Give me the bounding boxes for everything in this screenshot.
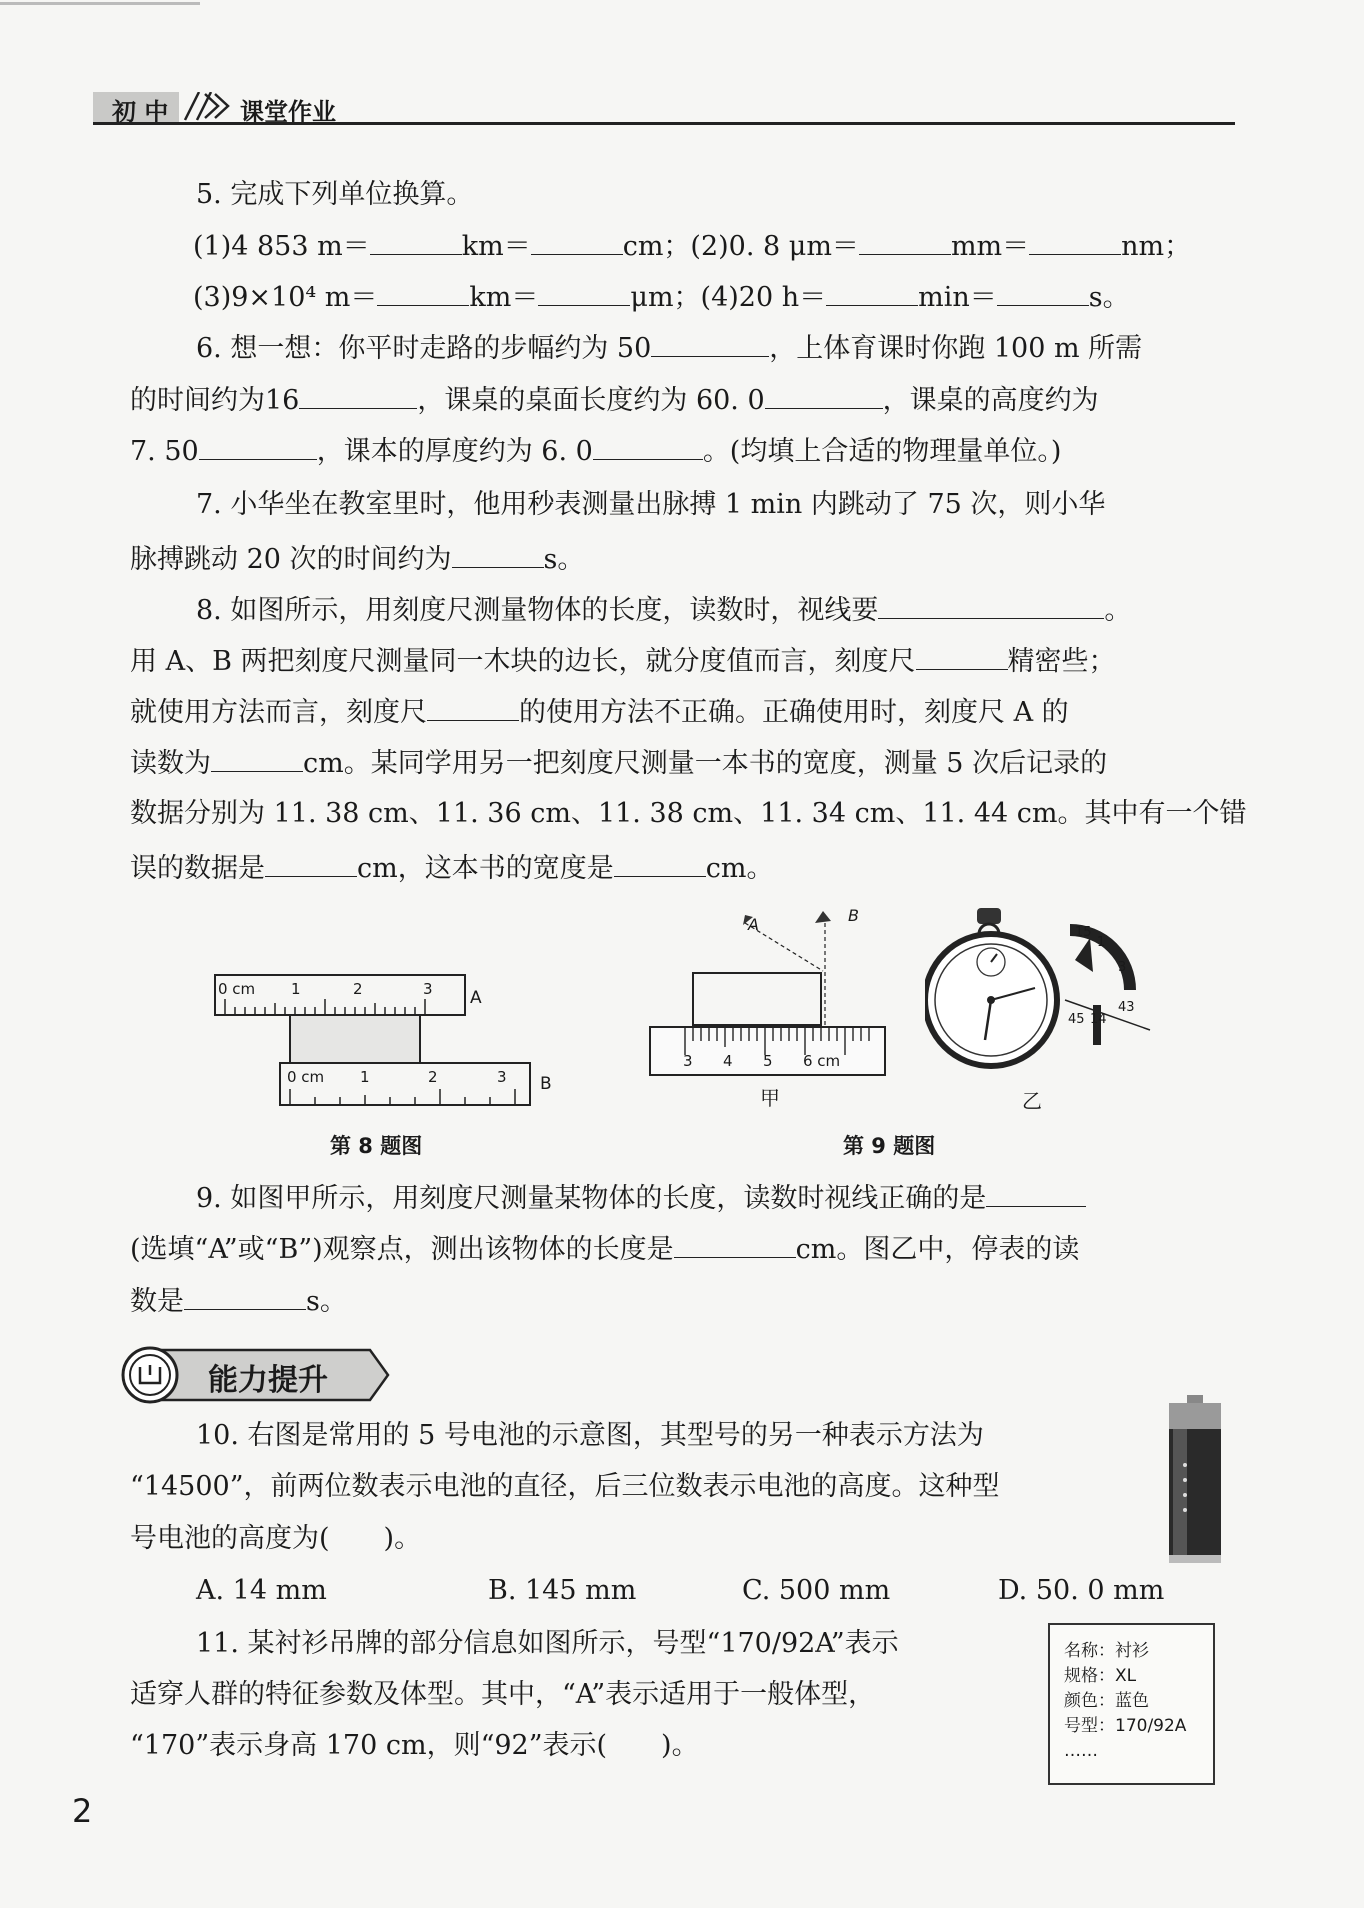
fig8-a-tick1: 1 [291,980,301,998]
q11-line3: “170”表示身高 170 cm，则“92”表示( )。 [130,1730,699,1761]
fig8-a-tick3: 3 [423,980,433,998]
battery-image [1165,1395,1225,1565]
fig8-b-tick1: 1 [360,1068,370,1086]
fig8-rulers [205,965,565,1115]
q6-line3: 7. 50 ，课本的厚度约为 6. 0 。(均填上合适的物理量单位。) [130,431,1061,470]
q5-stem: 5. 完成下列单位换算。 [196,179,474,210]
q5-line2: (3)9×10⁴ m＝ km＝ μm；(4)20 h＝ min＝ s。 [193,277,1130,316]
fig8-caption: 第 8 题图 [330,1134,423,1158]
fig9-sw-14: 14 [1090,1012,1107,1027]
fig8-b-unit: 0 cm [287,1068,325,1086]
fig9-tick-4: 4 [723,1052,733,1070]
fig9-eye-a: A [748,915,759,934]
q8-line2: 用 A、B 两把刻度尺测量同一木块的边长，就分度值而言，刻度尺 精密些； [130,641,1116,680]
fig8-a-tick2: 2 [353,980,363,998]
q9-line2: (选填“A”或“B”)观察点，测出该物体的长度是 cm。图乙中，停表的读 [130,1229,1079,1268]
q10-line2: “14500”，前两位数表示电池的直径，后三位数表示电池的高度。这种型 [130,1471,1000,1502]
fig9-sw-1: 1 [1097,935,1106,950]
q10-option-c: C. 500 mm [742,1575,891,1606]
q8-line3: 就使用方法而言，刻度尺 的使用方法不正确。正确使用时，刻度尺 A 的 [130,692,1069,731]
header-level: 初 中 [112,98,169,126]
fig9-stopwatch [925,900,1155,1080]
tag-color: 颜色：蓝色 [1064,1691,1149,1711]
q6-line1: 6. 想一想：你平时走路的步幅约为 50 ，上体育课时你跑 100 m 所需 [196,328,1142,367]
q6-line2: 的时间约为16 ，课桌的桌面长度约为 60. 0 ，课桌的高度约为 [130,380,1099,419]
fig9-caption: 第 9 题图 [843,1134,936,1158]
q7-line2: 脉搏跳动 20 次的时间约为 s。 [130,539,584,578]
fig9-jia-label: 甲 [760,1086,780,1110]
q8-line5: 数据分别为 11. 38 cm、11. 36 cm、11. 38 cm、11. 34 cm、11. 44 cm。其中有一个错 [130,798,1247,829]
fig9-tick-3: 3 [683,1052,693,1070]
fig9-sw-3: 3 [1118,960,1127,975]
fig8-label-b: B [540,1074,552,1094]
q9-line3: 数是 s。 [130,1281,347,1320]
q10-line3: 号电池的高度为( )。 [130,1523,422,1554]
fig9-sw-15: 15 [1075,925,1092,940]
fig8-label-a: A [470,988,482,1008]
fig8-b-tick3: 3 [497,1068,507,1086]
tag-spec: 规格：XL [1064,1666,1137,1686]
header-title: 课堂作业 [240,98,336,126]
q10-option-d: D. 50. 0 mm [998,1575,1165,1606]
tag-more: …… [1064,1741,1098,1761]
header-rule [93,122,1235,125]
page-number: 2 [72,1792,93,1830]
fig9-sw-43: 43 [1118,1000,1135,1015]
q11-line2: 适穿人群的特征参数及体型。其中，“A”表示适用于一般体型， [130,1679,876,1710]
fig9-tick-5: 5 [763,1052,773,1070]
q9-line1: 9. 如图甲所示，用刻度尺测量某物体的长度，读数时视线正确的是 [130,1178,1086,1217]
shirt-tag [1048,1623,1215,1785]
fig9-eye-b: B [848,906,859,925]
q10-option-b: B. 145 mm [488,1575,637,1606]
tag-size: 号型：170/92A [1064,1716,1187,1736]
q7-line1: 7. 小华坐在教室里时，他用秒表测量出脉搏 1 min 内跳动了 75 次，则小华 [196,489,1106,520]
q8-line6: 误的数据是 cm，这本书的宽度是 cm。 [130,848,773,887]
top-edge-line [0,2,200,5]
fig8-b-tick2: 2 [428,1068,438,1086]
fig9-sw-45: 45 [1068,1012,1085,1027]
q10-option-a: A. 14 mm [196,1575,327,1606]
q10-line1: 10. 右图是常用的 5 号电池的示意图，其型号的另一种表示方法为 [196,1420,984,1451]
fig9-tick-6: 6 cm [803,1052,841,1070]
q8-line1: 8. 如图所示，用刻度尺测量物体的长度，读数时，视线要 。 [196,590,1131,629]
q11-line1: 11. 某衬衫吊牌的部分信息如图所示，号型“170/92A”表示 [196,1628,899,1659]
fig9-yi-label: 乙 [1022,1089,1042,1113]
fig8-a-unit: 0 cm [218,980,256,998]
tag-name: 名称：衬衫 [1064,1641,1149,1661]
section-title: 能力提升 [208,1363,328,1398]
q5-line1: (1)4 853 m＝ km＝ cm；(2)0. 8 μm＝ mm＝ nm； [193,226,1191,265]
q8-line4: 读数为 cm。某同学用另一把刻度尺测量一本书的宽度，测量 5 次后记录的 [130,743,1107,782]
